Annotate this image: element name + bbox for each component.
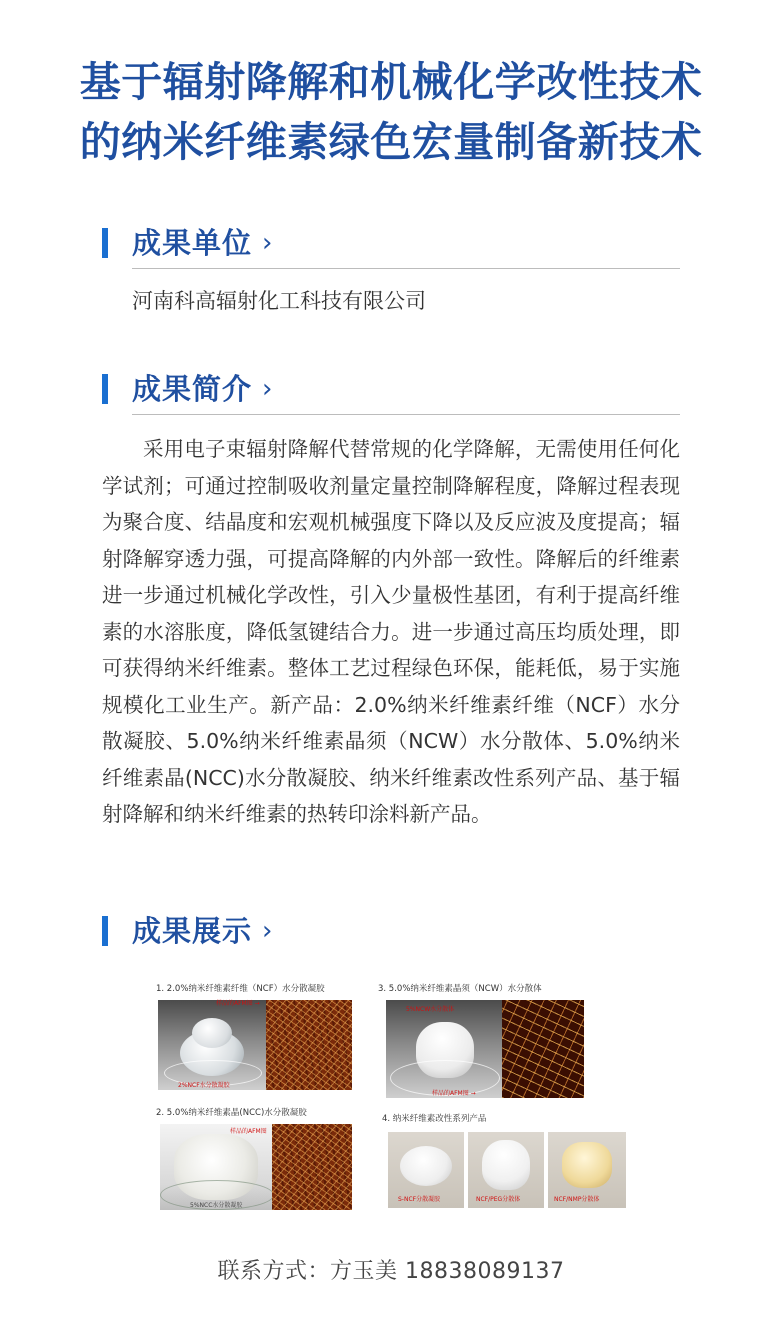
ncf-peg-label: NCF/PEG分散体 xyxy=(476,1196,521,1203)
chevron-right-icon: › xyxy=(262,916,274,946)
ncf-afm-label: 样品的AFM图 → xyxy=(216,1000,260,1007)
section-intro-heading: 成果简介 xyxy=(132,372,253,406)
page-title-line-1: 基于辐射降解和机械化学改性技术 xyxy=(79,58,703,106)
ncw-afm-label: 样品的AFM图 → xyxy=(432,1090,476,1097)
figure-caption-2: 2. 5.0%纳米纤维素晶(NCC)水分散凝胶 xyxy=(156,1108,307,1118)
ncf-nmp-photo xyxy=(548,1132,626,1208)
showcase-figure xyxy=(152,968,634,1214)
ncw-dispersion-photo xyxy=(386,1000,502,1098)
chevron-right-icon: › xyxy=(262,374,274,404)
s-ncf-gel-photo xyxy=(388,1132,464,1208)
section-showcase-header xyxy=(102,908,680,956)
ncf-gel-label: 2%NCF水分散凝胶 xyxy=(178,1082,230,1089)
section-bar-icon xyxy=(102,228,108,258)
page-title xyxy=(0,52,782,172)
section-unit-heading: 成果单位 xyxy=(132,226,253,260)
ncw-afm-image xyxy=(502,1000,584,1098)
ncc-afm-image xyxy=(272,1124,352,1210)
s-ncf-gel-label: S-NCF分散凝胶 xyxy=(398,1196,441,1203)
chevron-right-icon: › xyxy=(262,228,274,258)
section-unit xyxy=(102,220,680,313)
ncf-peg-photo xyxy=(468,1132,544,1208)
section-unit-header xyxy=(102,220,680,268)
ncw-dispersion-label: 5%NCW水分散体 xyxy=(406,1006,455,1013)
ncf-gel-photo xyxy=(158,1000,266,1090)
page-title-line-2: 的纳米纤维素绿色宏量制备新技术 xyxy=(79,118,703,166)
section-divider xyxy=(132,414,680,415)
unit-name: 河南科高辐射化工科技有限公司 xyxy=(132,289,426,313)
section-showcase-heading: 成果展示 xyxy=(132,914,253,948)
figure-caption-3: 3. 5.0%纳米纤维素晶须（NCW）水分散体 xyxy=(378,984,542,994)
ncc-gel-photo xyxy=(160,1124,272,1210)
section-bar-icon xyxy=(102,916,108,946)
section-bar-icon xyxy=(102,374,108,404)
ncc-afm-label: 样品的AFM图 xyxy=(230,1128,267,1135)
section-intro-header xyxy=(102,366,680,414)
figure-caption-4: 4. 纳米纤维素改性系列产品 xyxy=(382,1114,487,1124)
ncf-afm-image xyxy=(266,1000,352,1090)
figure-caption-1: 1. 2.0%纳米纤维素纤维（NCF）水分散凝胶 xyxy=(156,984,325,994)
ncc-gel-label: 5%NCC水分散凝胶 xyxy=(190,1202,243,1209)
section-divider xyxy=(132,268,680,269)
section-showcase xyxy=(102,908,680,956)
section-intro xyxy=(102,366,680,826)
intro-paragraph: 采用电子束辐射降解代替常规的化学降解，无需使用任何化学试剂；可通过控制吸收剂量定量控制降解程度，降解过程表现为聚合度、结晶度和宏观机械强度下降以及反应波及度提高；辐射降解穿透力强，可提高降解的内外部一致性。降解后的纤维素进一步通过机械化学改性，引入少量极性基团，有利于提高纤维素的水溶胀度，降低氢键结合力。进一步通过高压均质处理，即可获得纳米纤维素。整体工艺过程绿色环保，能耗低，易于实施规模化工业生产。新产品：2.0%纳米纤维素纤维（NCF）水分散凝胶、5.0%纳米纤维素晶须（NCW）水分散体、5.0%纳米纤维素晶(NCC)水分散凝胶、纳米纤维素改性系列产品、基于辐射降解和纳米纤维素的热转印涂料新产品。 xyxy=(102,437,680,826)
contact-info: 联系方式：方玉美 18838089137 xyxy=(217,1259,565,1284)
ncf-nmp-label: NCF/NMP分散体 xyxy=(554,1196,600,1203)
